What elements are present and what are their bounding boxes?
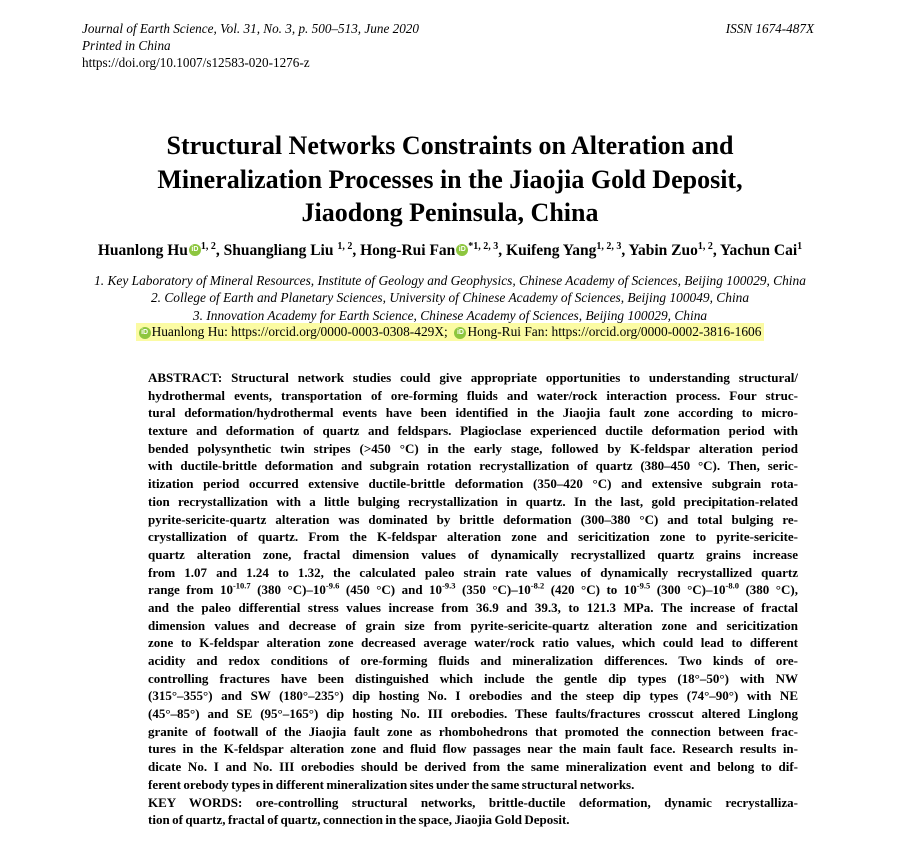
abstract-line: controlling fractures have been distinguished which include the gentle dip types (18°–50°) with NW: [148, 670, 798, 686]
abstract-line: range from $10^{-10.7}$ (380 $^\circ C)-10^{-9.6}$ (450 °C) and $10^{-9.3}$ (350 $^\circ C)-10^{-8.2}$ (420 °C) to $10^{-9.5}$ (300 $^\circ C)-10^{-8.0}$ (380 °C),: [148, 581, 798, 598]
issn-number: ISSN 1674-487X: [725, 21, 814, 36]
abstract-line: (45°–85°) and SE (95°–165°) dip hosting No. III orebodies. These faults/fractures crosscut altered Linglong: [148, 706, 798, 722]
printed-in: Printed in China: [82, 38, 171, 53]
orcid-icon: iD: [456, 244, 468, 256]
orcid-statement: iD Huanlong Hu: https://orcid.org/0000-0003-0308-429X; iD Hong-Rui Fan: https://orcid.org/0000-0002-3816-1606: [136, 323, 765, 341]
abstract-line: quartz alteration zone, fractal dimension values of dynamically recrystallized quartz grains increase: [148, 546, 798, 562]
journal-citation: Journal of Earth Science, Vol. 31, No. 3, p. 500–513, June 2020: [82, 21, 419, 36]
affiliation-line: 3. Innovation Academy for Earth Science, Chinese Academy of Sciences, Beijing 100029, China: [192, 307, 708, 323]
abstract-line: hydrothermal events, transportation of ore-forming fluids and water/rock interaction process. Four struc-: [148, 387, 798, 403]
doi-link: https://doi.org/10.1007/s12583-020-1276-z: [82, 55, 310, 70]
abstract-line: tion of quartz, fractal of quartz, connection in the space, Jiaojia Gold Deposit.: [148, 812, 570, 828]
abstract-line: pyrite-sericite-quartz alteration was dominated by brittle deformation (300–380 °C) and total bulging re-: [148, 511, 798, 527]
article-title-line: Structural Networks Constraints on Alteration and: [166, 131, 734, 160]
page-header: [82, 20, 814, 71]
affiliation-line: 1. Key Laboratory of Mineral Resources, Institute of Geology and Geophysics, Chinese Academy of Sciences, Beijing 100029, China: [94, 273, 806, 288]
abstract-line: zone to K-feldspar alteration zone decreased average water/rock ratio values, which could lead to different: [148, 635, 798, 651]
abstract-line: dimension values and decrease of grain size from pyrite-sericite-quartz alteration zone and sericitization: [148, 617, 798, 633]
abstract-line: itization period occurred extensive ductile-brittle deformation (350–420 °C) and extensive subgrain rota-: [148, 476, 798, 492]
abstract-line: ABSTRACT: Structural network studies could give appropriate opportunities to understanding structural/: [148, 370, 798, 385]
abstract-line: and the paleo differential stress values increase from 36.9 and 39.3, to 121.3 MPa. The increase of fractal: [148, 599, 798, 615]
abstract-line: texture and deformation of quartz and feldspars. Plagioclase experienced ductile deformation period with: [148, 423, 798, 439]
abstract-line: from 1.07 and 1.24 to 1.32, the calculated paleo strain rate values of dynamically recrystallized quartz: [148, 564, 798, 580]
abstract-line: ferent orebody types in different mineralization sites under the same structural networks.: [148, 776, 635, 792]
abstract-line: dicate No. I and No. III orebodies should be derived from the same mineralization event and belong to dif-: [148, 759, 798, 775]
orcid-icon: iD: [189, 244, 201, 256]
affiliation-line: 2. College of Earth and Planetary Sciences, University of Chinese Academy of Sciences, Beijing 100049, China: [150, 290, 750, 306]
abstract-line: (315°–355°) and SW (180°–235°) dip hosting No. I orebodies and the steep dip types (74°–90°) with NE: [148, 688, 798, 704]
orcid-icon: iD: [139, 327, 151, 339]
abstract-line: with ductile-brittle deformation and subgrain rotation recrystallization of quartz (380–450 °C). Then, seric-: [148, 458, 798, 474]
abstract-line: tural deformation/hydrothermal events have been identified in the Jiaojia fault zone according to micro-: [148, 405, 798, 421]
orcid-statement-row: [0, 323, 900, 341]
article-title-line: Mineralization Processes in the Jiaojia Gold Deposit,: [157, 164, 743, 194]
abstract-line: granite of footwall of the Jiaojia fault zone as rhombohedrons that promoted the connection between frac-: [148, 723, 798, 739]
abstract-line: acidity and redox conditions of ore-forming fluids and mineralization differences. Two kinds of ore-: [148, 653, 798, 668]
affiliations: [0, 272, 900, 324]
abstract-block: [148, 369, 798, 829]
abstract-line: tures in the K-feldspar alteration zone and fluid flow passages near the main fault face. Research results in-: [148, 741, 798, 757]
abstract-line: KEY WORDS: ore-controlling structural networks, brittle-ductile deformation, dynamic recrystalliza-: [148, 794, 798, 810]
journal-info: [82, 20, 419, 71]
article-title-line: Jiaodong Peninsula, China: [301, 198, 599, 227]
abstract-line: tion recrystallization with a little bulging recrystallization in quartz. In the last, gold precipitation-related: [148, 493, 798, 509]
article-title: [0, 129, 900, 230]
orcid-icon: iD: [454, 327, 466, 339]
abstract-line: bended polysynthetic twin stripes (>450 °C) in the early stage, followed by K-feldspar alteration period: [148, 440, 798, 456]
abstract-line: crystallization of quartz. From the K-feldspar alteration zone and sericitization zone to pyrite-sericite-: [148, 529, 798, 545]
author-byline: Huanlong Hu iD $^{1, 2}$, Shuangliang Liu $^{1, 2}$, Hong-Rui Fan iD $^{*1, 2, 3}$, Kuifeng Yang$^{1, 2, 3}$, Yabin Zuo$^{1, 2}$, Yachun Cai$^1$: [97, 240, 803, 259]
